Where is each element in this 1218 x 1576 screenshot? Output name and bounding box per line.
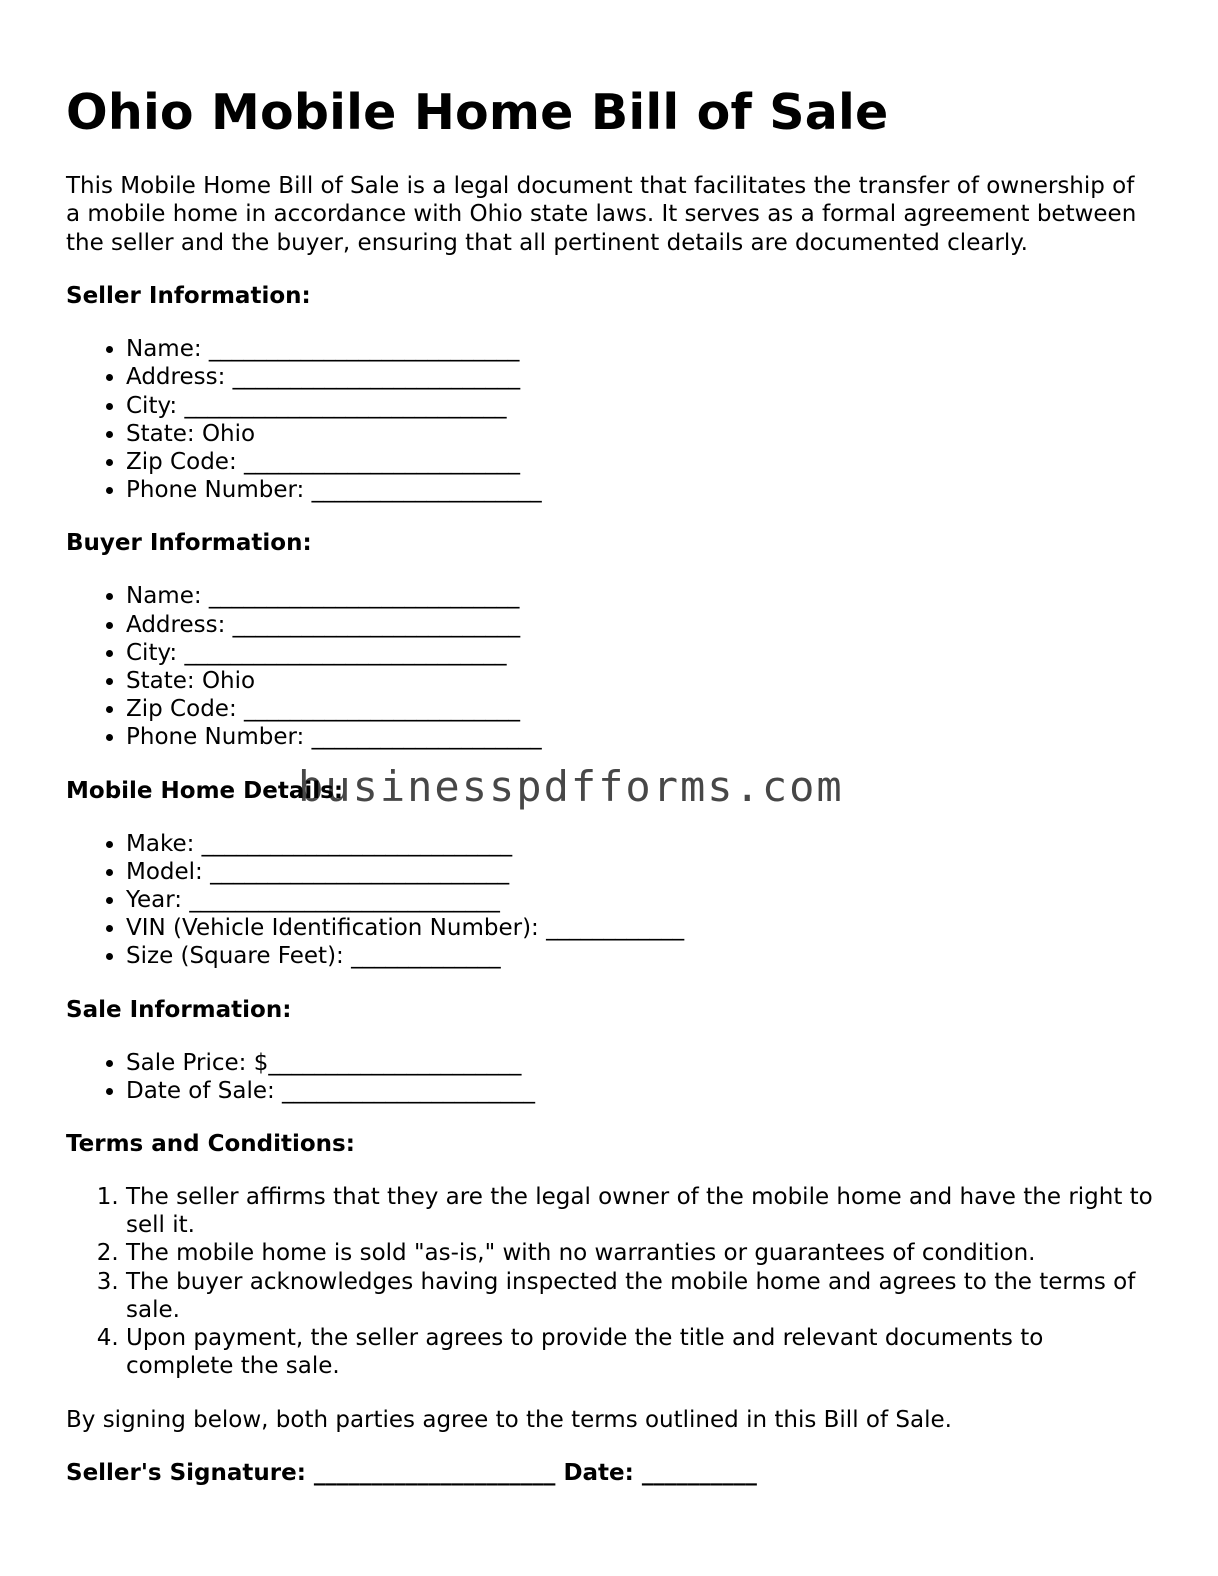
seller-name-field: • Name: ___________________________: [126, 335, 1156, 363]
buyer-name-field: • Name: ___________________________: [126, 582, 1156, 610]
buyer-address-field: • Address: _________________________: [126, 611, 1156, 639]
term-item: 3. The buyer acknowledges having inspected the mobile home and agrees to the terms of sale.: [126, 1268, 1156, 1324]
seller-state-field: • State: Ohio: [126, 420, 1156, 448]
sale-price-field: • Sale Price: $______________________: [126, 1049, 1156, 1077]
sale-heading: Sale Information:: [66, 996, 292, 1023]
home-year-field: • Year: ___________________________: [126, 886, 1156, 914]
home-make-field: • Make: ___________________________: [126, 830, 1156, 858]
seller-zip-field: • Zip Code: ________________________: [126, 448, 1156, 476]
home-details-heading: Mobile Home Details:: [66, 777, 344, 804]
document-page: [66, 82, 1156, 1487]
buyer-list: [66, 582, 1156, 751]
intro-paragraph: This Mobile Home Bill of Sale is a legal document that facilitates the transfer of ownership of a mobile home in accordance with Ohio state laws. It serves as a formal agreement between the seller and the buyer, ensuring that all pertinent details are documented clearly.: [66, 173, 1137, 256]
sale-date-field: • Date of Sale: ______________________: [126, 1077, 1156, 1105]
terms-heading: Terms and Conditions:: [66, 1131, 355, 1158]
buyer-heading: Buyer Information:: [66, 530, 312, 557]
seller-phone-field: • Phone Number: ____________________: [126, 476, 1156, 504]
seller-address-field: • Address: _________________________: [126, 363, 1156, 391]
terms-list: [66, 1183, 1156, 1380]
sale-list: [66, 1049, 1156, 1105]
term-item: 2. The mobile home is sold "as-is," with no warranties or guarantees of condition.: [126, 1239, 1156, 1267]
term-item: 1. The seller affirms that they are the legal owner of the mobile home and have the right to sell it.: [126, 1183, 1156, 1239]
home-size-field: • Size (Square Feet): _____________: [126, 942, 1156, 970]
term-item: 4. Upon payment, the seller agrees to provide the title and relevant documents to complete the sale.: [126, 1324, 1156, 1380]
buyer-phone-field: • Phone Number: ____________________: [126, 723, 1156, 751]
home-details-list: [66, 830, 1156, 971]
home-model-field: • Model: __________________________: [126, 858, 1156, 886]
document-title: Ohio Mobile Home Bill of Sale: [66, 84, 889, 141]
buyer-state-field: • State: Ohio: [126, 667, 1156, 695]
seller-list: [66, 335, 1156, 504]
watermark: businesspdfforms.com: [298, 762, 844, 811]
buyer-zip-field: • Zip Code: ________________________: [126, 695, 1156, 723]
seller-heading: Seller Information:: [66, 283, 311, 310]
home-vin-field: • VIN (Vehicle Identification Number): ____________: [126, 914, 1156, 942]
buyer-city-field: • City: ____________________________: [126, 639, 1156, 667]
closing-statement: By signing below, both parties agree to the terms outlined in this Bill of Sale.: [66, 1406, 952, 1433]
seller-signature-line: Seller's Signature: _____________________ Date: __________: [66, 1459, 757, 1486]
seller-city-field: • City: ____________________________: [126, 392, 1156, 420]
